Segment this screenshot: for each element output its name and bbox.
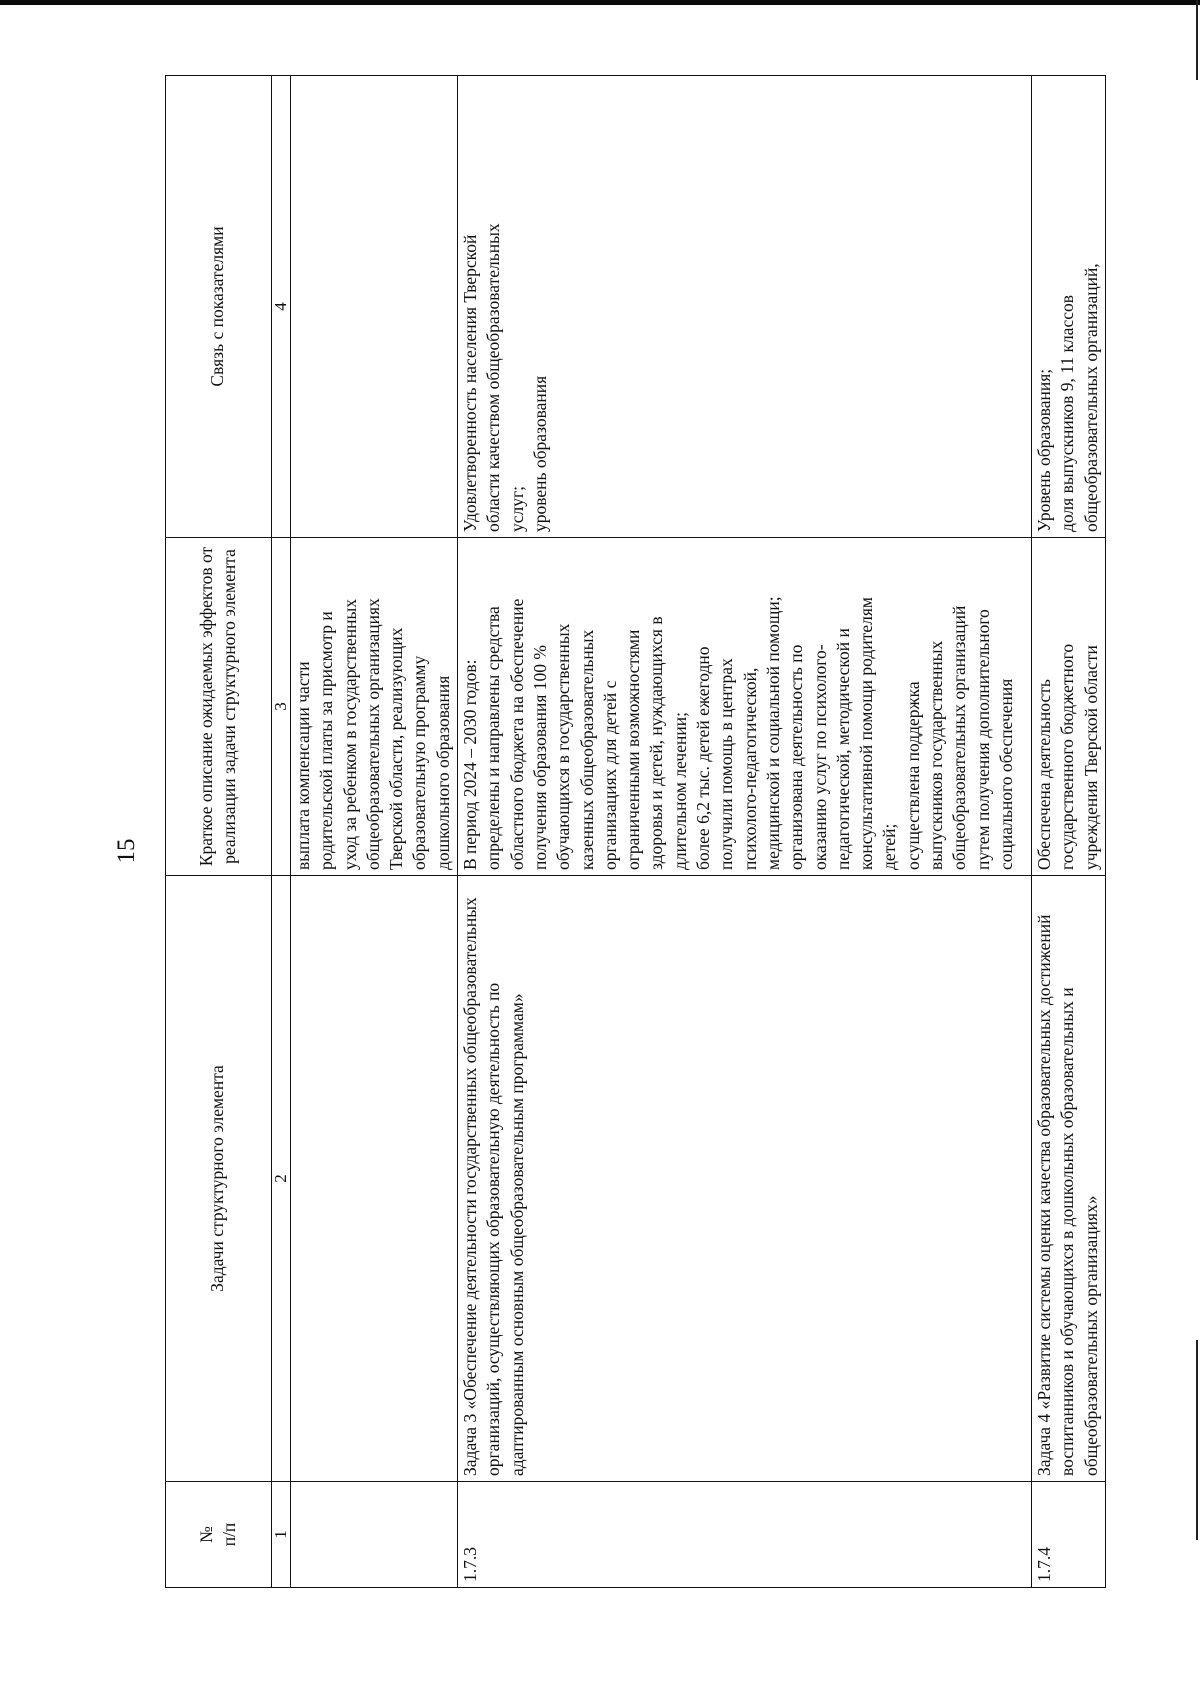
structural-elements-table	[165, 75, 1106, 1588]
row-indicators	[291, 76, 458, 538]
row-task	[291, 876, 458, 1482]
table-row	[1032, 76, 1106, 1588]
scan-edge-bar	[0, 0, 1200, 5]
col-number: 1	[272, 1482, 291, 1588]
page-number: 15	[113, 838, 140, 864]
row-indicators: Уровень образования; доля выпускников 9, 11 классов общеобразовательных организаций,	[1032, 76, 1106, 538]
scan-edge-line	[1196, 1340, 1198, 1540]
col-number: 3	[272, 538, 291, 876]
row-number: 1.7.3	[458, 1482, 1032, 1588]
header-indicators: Связь с показателями	[166, 76, 272, 538]
row-effect: выплата компенсации части родительской платы за присмотр и уход за ребенком в государственных общеобразовательных организациях Тверской области, реализующих образовательную программу дошкольного образования	[291, 538, 458, 876]
row-number: 1.7.4	[1032, 1482, 1106, 1588]
header-num: № п/п	[166, 1482, 272, 1588]
row-task: Задача 3 «Обеспечение деятельности государственных общеобразовательных организаций, осуществляющих образовательную деятельность по адаптированным основным общеобразовательным программам»	[458, 876, 1032, 1482]
header-effects: Краткое описание ожидаемых эффектов от реализации задачи структурного элемента	[166, 538, 272, 876]
document-sheet	[165, 76, 1103, 1588]
col-number: 4	[272, 76, 291, 538]
row-number	[291, 1482, 458, 1588]
column-number-row	[272, 76, 291, 1588]
row-task: Задача 4 «Развитие системы оценки качества образовательных достижений воспитанников и обучающихся в дошкольных образовательных и общеобразовательных организациях»	[1032, 876, 1106, 1482]
col-number: 2	[272, 876, 291, 1482]
table-header-row	[166, 76, 272, 1588]
scan-edge-line	[1196, 0, 1198, 80]
header-tasks: Задачи структурного элемента	[166, 876, 272, 1482]
row-effect: Обеспечена деятельность государственного бюджетного учреждения Тверской области	[1032, 538, 1106, 876]
row-effect: В период 2024 – 2030 годов: определены и направлены средства областного бюджета на обеспечение получения образования 100 % обучающихся в государственных казенных общеобразовательных организациях для детей с ограниченными возможностями здоровья и детей, нуждающихся в длительном лечении; более 6,2 тыс. детей ежегодно получили помощь в центрах психолого-педагогической, медицинской и социальной помощи; организована деятельность по оказанию услуг по психолого- педагогической, методической и консультативной помощи родителям детей; осуществлена поддержка выпускников государственных общеобразовательных организаций путем получения дополнительного социального обеспечения	[458, 538, 1032, 876]
rotated-table-wrapper	[165, 76, 1103, 1588]
row-indicators: Удовлетворенность населения Тверской области качеством общеобразовательных услуг; уровень образования	[458, 76, 1032, 538]
table-row	[291, 76, 458, 1588]
table-row	[458, 76, 1032, 1588]
